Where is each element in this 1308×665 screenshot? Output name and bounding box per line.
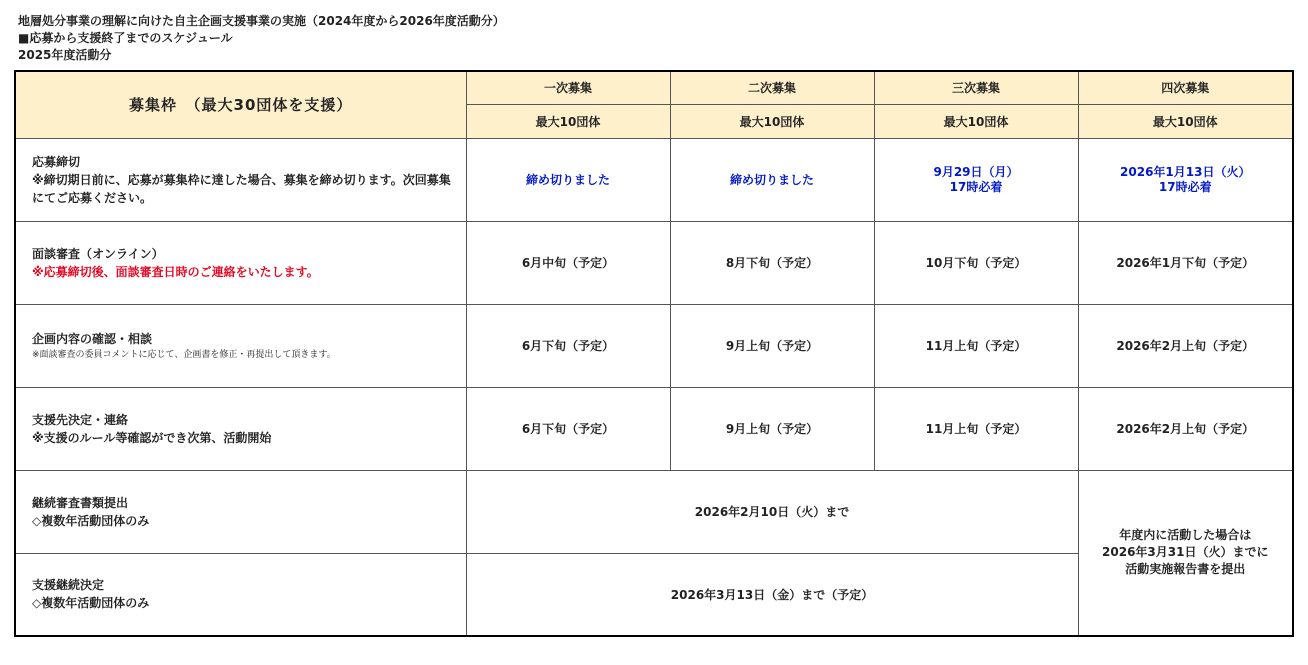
- round-3-consult: 11月上旬（予定）: [874, 304, 1078, 387]
- round-4-decision: 2026年2月上旬（予定）: [1078, 387, 1293, 470]
- continue-docs-row: [15, 470, 1293, 553]
- deadline-row: [15, 138, 1293, 221]
- report-note-line-2: 2026年3月31日（火）までに: [1102, 545, 1269, 560]
- consult-note: ※面談審査の委員コメントに応じて、企画書を修正・再提出して頂きます。: [32, 349, 336, 360]
- interview-label-cell: [15, 221, 466, 304]
- round-2-deadline: 締め切りました: [670, 138, 874, 221]
- round-1-capacity: 最大10団体: [466, 104, 670, 138]
- round-3-deadline-date: 9月29日（月）: [933, 164, 1019, 179]
- schedule-subtitle: ■応募から支援終了までのスケジュール: [18, 31, 233, 45]
- schedule-table: [14, 70, 1294, 637]
- round-4-deadline: [1078, 138, 1293, 221]
- round-2-header: 二次募集: [670, 71, 874, 104]
- round-4-deadline-time: 17時必着: [1158, 179, 1212, 194]
- round-1-interview: 6月中旬（予定）: [466, 221, 670, 304]
- continue-decision-label: 支援継続決定: [32, 578, 105, 593]
- period-label: 2025年度活動分: [18, 48, 112, 62]
- continue-docs-label: 継続審査書類提出: [32, 495, 129, 510]
- round-4-deadline-date: 2026年1月13日（火）: [1120, 164, 1251, 179]
- continue-decision-deadline: 2026年3月13日（金）まで（予定）: [466, 553, 1078, 636]
- report-note-line-3: 活動実施報告書を提出: [1125, 562, 1246, 577]
- interview-note: ※応募締切後、面談審査日時のご連絡をいたします。: [32, 264, 319, 279]
- round-1-decision: 6月下旬（予定）: [466, 387, 670, 470]
- round-3-capacity: 最大10団体: [874, 104, 1078, 138]
- decision-label-cell: [15, 387, 466, 470]
- round-4-header: 四次募集: [1078, 71, 1293, 104]
- round-2-capacity: 最大10団体: [670, 104, 874, 138]
- deadline-label-cell: [15, 138, 466, 221]
- decision-row: [15, 387, 1293, 470]
- round-4-capacity: 最大10団体: [1078, 104, 1293, 138]
- interview-row: [15, 221, 1293, 304]
- deadline-note: ※締切期日前に、応募が募集枠に達した場合、募集を締め切ります。次回募集にてご応募ください。: [32, 172, 451, 205]
- decision-note: ※支援のルール等確認ができ次第、活動開始: [32, 430, 272, 445]
- round-4-interview: 2026年1月下旬（予定）: [1078, 221, 1293, 304]
- round-1-deadline: 締め切りました: [466, 138, 670, 221]
- round-3-deadline: [874, 138, 1078, 221]
- consult-row: [15, 304, 1293, 387]
- consult-label: 企画内容の確認・相談: [32, 331, 153, 346]
- continue-docs-deadline: 2026年2月10日（火）まで: [466, 470, 1078, 553]
- decision-label: 支援先決定・連絡: [32, 412, 129, 427]
- continue-docs-note: ◇複数年活動団体のみ: [32, 513, 150, 528]
- round-2-interview: 8月下旬（予定）: [670, 221, 874, 304]
- round-1-consult: 6月下旬（予定）: [466, 304, 670, 387]
- round-2-consult: 9月上旬（予定）: [670, 304, 874, 387]
- continue-decision-label-cell: [15, 553, 466, 636]
- capacity-header: 募集枠 （最大30団体を支援）: [15, 71, 466, 138]
- round-3-interview: 10月下旬（予定）: [874, 221, 1078, 304]
- continue-decision-note: ◇複数年活動団体のみ: [32, 596, 150, 611]
- round-1-header: 一次募集: [466, 71, 670, 104]
- consult-label-cell: [15, 304, 466, 387]
- interview-label: 面談審査（オンライン）: [32, 246, 164, 261]
- continue-docs-label-cell: [15, 470, 466, 553]
- report-note-line-1: 年度内に活動した場合は: [1119, 528, 1252, 543]
- round-3-deadline-time: 17時必着: [949, 179, 1003, 194]
- deadline-label: 応募締切: [32, 154, 81, 169]
- round-2-decision: 9月上旬（予定）: [670, 387, 874, 470]
- page-title: 地層処分事業の理解に向けた自主企画支援事業の実施（2024年度から2026年度活動分）: [18, 14, 505, 28]
- round-4-report-note: [1078, 470, 1293, 636]
- round-4-consult: 2026年2月上旬（予定）: [1078, 304, 1293, 387]
- round-3-header: 三次募集: [874, 71, 1078, 104]
- round-3-decision: 11月上旬（予定）: [874, 387, 1078, 470]
